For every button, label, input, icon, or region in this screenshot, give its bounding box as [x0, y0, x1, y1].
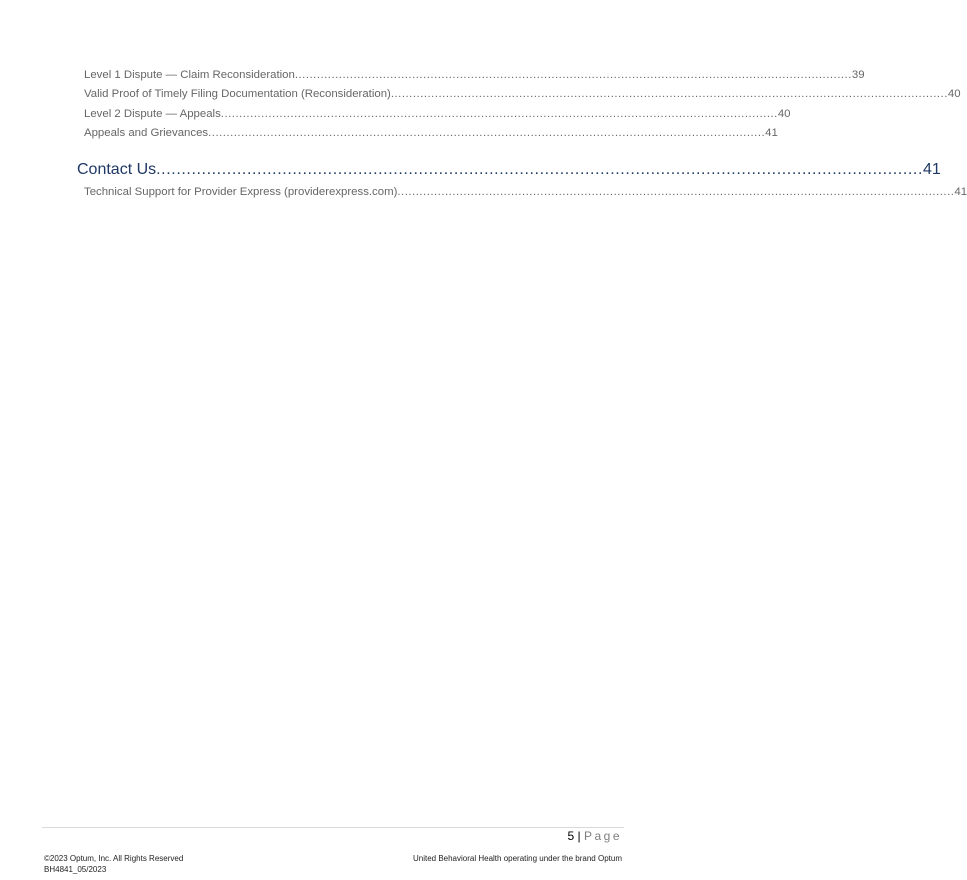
footer-divider [42, 827, 624, 828]
page-number [567, 828, 622, 844]
toc-entry-title: Appeals and Grievances [84, 127, 209, 139]
brand-note: United Behavioral Health operating under the brand Optum [412, 854, 622, 863]
toc-entry-claim-reconsideration[interactable] [84, 67, 865, 83]
toc-entry-title: Valid Proof of Timely Filing Documentation (Reconsideration) [84, 88, 391, 100]
toc-entry-appeals-grievances[interactable] [84, 125, 778, 141]
toc-entry-page: 40 [777, 108, 791, 120]
document-code: BH4841_05/2023 [44, 865, 107, 874]
dot-leader: ........................................................................................................................................................ [220, 108, 778, 120]
page-number-value: 5 [567, 829, 575, 843]
toc-entry-contact-us[interactable] [77, 159, 941, 181]
toc-entry-appeals[interactable] [84, 106, 791, 122]
page-word: Page [583, 829, 622, 843]
dot-leader: ........................................................................................................................................................ [156, 161, 924, 178]
toc-entry-title: Technical Support for Provider Express (providerexpress.com) [84, 186, 398, 198]
toc-entry-page: 41 [923, 161, 941, 178]
toc-entry-title: Level 2 Dispute — Appeals [84, 108, 221, 120]
dot-leader: ........................................................................................................................................................ [208, 127, 766, 139]
dot-leader: ........................................................................................................................................................ [390, 88, 948, 100]
toc-entry-timely-filing[interactable] [84, 86, 961, 102]
toc-entry-page: 39 [851, 69, 865, 81]
toc-entry-page: 41 [765, 127, 778, 139]
page-number-separator: | [574, 829, 584, 843]
toc-entry-page: 41 [954, 186, 967, 198]
toc-entry-title: Level 1 Dispute — Claim Reconsideration [84, 69, 295, 81]
footer-left [44, 853, 183, 875]
dot-leader: ........................................................................................................................................................ [294, 69, 852, 81]
toc-entry-technical-support[interactable] [84, 184, 967, 200]
toc-entry-title: Contact Us [77, 161, 157, 178]
toc-entry-page: 40 [947, 88, 961, 100]
dot-leader: ........................................................................................................................................................ [397, 186, 955, 198]
copyright-text: ©2023 Optum, Inc. All Rights Reserved [44, 854, 184, 863]
